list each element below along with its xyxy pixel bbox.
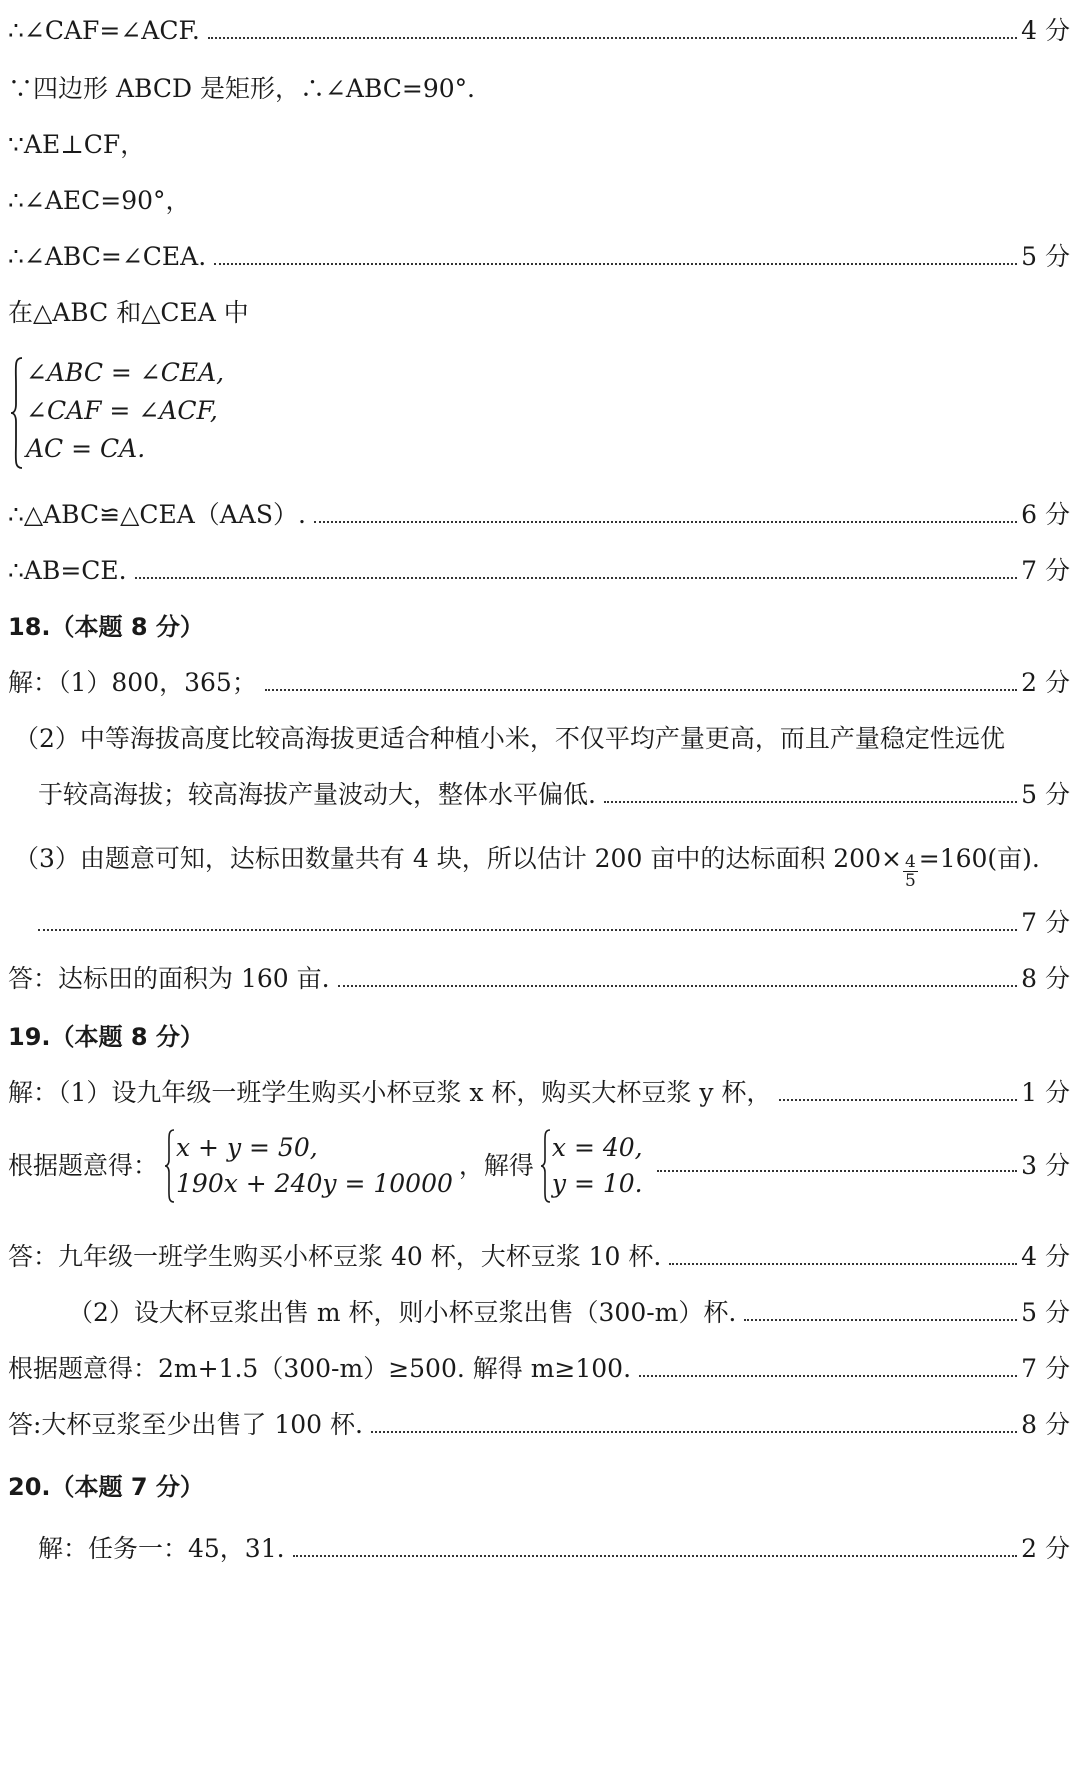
score-mark: 6 分 [1021, 500, 1070, 529]
line-aec-90 [8, 184, 1070, 218]
statement: ∴AB=CE. [8, 556, 127, 585]
statement: =160(亩). [918, 844, 1040, 873]
system-row: x = 40, [551, 1133, 643, 1162]
line-q19-setup [8, 1076, 1070, 1110]
line-q18-part2a [14, 722, 1070, 756]
score-mark: 7 分 [1021, 1354, 1070, 1383]
score-mark: 1 分 [1021, 1078, 1070, 1107]
line-q19-answer2 [8, 1408, 1070, 1442]
leader-dots [639, 1374, 1017, 1377]
score-mark: 5 分 [1021, 780, 1070, 809]
fraction [903, 853, 918, 890]
leader-dots [669, 1262, 1017, 1265]
score-mark: 2 分 [1021, 668, 1070, 697]
line-q19-answer1 [8, 1240, 1070, 1274]
statement: ∴∠CAF=∠ACF. [8, 16, 200, 45]
statement: ∵AE⊥CF， [8, 130, 146, 159]
system-row: y = 10. [551, 1169, 643, 1198]
statement: ∴∠AEC=90°， [8, 186, 191, 215]
leader-dots [779, 1098, 1017, 1101]
score-mark: 4 分 [1021, 16, 1070, 45]
system-row: x + y = 50, [176, 1133, 318, 1162]
line-q19-part2 [68, 1296, 1070, 1330]
line-q18-part1 [8, 666, 1070, 700]
score-mark: 7 分 [1021, 556, 1070, 585]
question-heading: 18.（本题 8 分） [8, 613, 204, 641]
leader-dots [265, 688, 1017, 691]
score-mark: 3 分 [1021, 1151, 1070, 1180]
score-mark: 8 分 [1021, 1410, 1070, 1439]
line-q18-answer [8, 962, 1070, 996]
line-q18-part3-score [38, 906, 1070, 940]
system-row: ∠ABC = ∠CEA, [26, 358, 225, 387]
score-mark: 5 分 [1021, 242, 1070, 271]
statement: 于较高海拔；较高海拔产量波动大，整体水平偏低. [38, 780, 596, 809]
equation-system-a [164, 1128, 453, 1204]
equation-system-congruence [10, 354, 224, 468]
fraction-denominator: 5 [904, 871, 916, 891]
statement: 在△ABC 和△CEA 中 [8, 298, 249, 327]
leader-dots [744, 1318, 1017, 1321]
leader-dots [314, 520, 1017, 523]
line-perpendicular [8, 128, 1070, 162]
question-heading: 20.（本题 7 分） [8, 1473, 204, 1501]
question-19-heading [8, 1020, 1070, 1054]
line-caf-acf [8, 14, 1070, 48]
score-mark: 8 分 [1021, 964, 1070, 993]
statement: ，解得 [458, 1151, 534, 1180]
question-18-heading [8, 610, 1070, 644]
statement: （3）由题意可知，达标田数量共有 4 块，所以估计 200 亩中的达标面积 200× [14, 844, 902, 873]
score-mark: 7 分 [1021, 908, 1070, 937]
leader-dots [135, 576, 1018, 579]
line-congruent [8, 498, 1070, 532]
leader-dots [604, 800, 1017, 803]
left-brace-icon [10, 356, 24, 470]
statement: 解：（1）设九年级一班学生购买小杯豆浆 x 杯，购买大杯豆浆 y 杯， [8, 1078, 772, 1107]
statement: 答：达标田的面积为 160 亩. [8, 964, 330, 993]
leader-dots [371, 1430, 1017, 1433]
leader-dots [293, 1554, 1018, 1557]
statement: 根据题意得：2m+1.5（300-m）≥500. 解得 m≥100. [8, 1354, 632, 1383]
statement: （2）中等海拔高度比较高海拔更适合种植小米，不仅平均产量更高，而且产量稳定性远优 [14, 724, 1005, 753]
equation-system-b [540, 1128, 643, 1204]
statement: 解：任务一：45，31. [38, 1534, 285, 1563]
statement: 解：（1）800，365； [8, 668, 257, 697]
score-mark: 4 分 [1021, 1242, 1070, 1271]
system-row: ∠CAF = ∠ACF, [26, 396, 218, 425]
line-ab-ce [8, 554, 1070, 588]
leader-dots [338, 984, 1018, 987]
leader-dots [38, 928, 1017, 931]
statement: 根据题意得： [8, 1151, 159, 1180]
line-q18-part3 [14, 842, 1070, 890]
statement: 答：九年级一班学生购买小杯豆浆 40 杯，大杯豆浆 10 杯. [8, 1242, 662, 1271]
line-q19-inequality [8, 1352, 1070, 1386]
left-brace-icon [164, 1128, 176, 1204]
line-q20-task1 [38, 1532, 1070, 1566]
fraction-numerator: 4 [904, 852, 916, 872]
line-q19-system [8, 1128, 1070, 1204]
line-q18-part2b [38, 778, 1070, 812]
line-in-triangles [8, 296, 1070, 330]
statement: ∴∠ABC=∠CEA. [8, 242, 207, 271]
score-mark: 2 分 [1021, 1534, 1070, 1563]
statement: ∴△ABC≌△CEA（AAS）. [8, 500, 306, 529]
leader-dots [214, 262, 1017, 265]
question-heading: 19.（本题 8 分） [8, 1023, 204, 1051]
line-rectangle [8, 72, 1070, 106]
question-20-heading [8, 1470, 1070, 1504]
leader-dots [208, 36, 1017, 39]
line-abc-cea [8, 240, 1070, 274]
system-row: 190x + 240y = 10000 [176, 1169, 453, 1198]
left-brace-icon [540, 1128, 552, 1204]
leader-dots [657, 1169, 1018, 1172]
score-mark: 5 分 [1021, 1298, 1070, 1327]
statement: ∵四边形 ABCD 是矩形，∴∠ABC=90°． [8, 74, 493, 103]
statement: 答:大杯豆浆至少出售了 100 杯. [8, 1410, 363, 1439]
statement: （2）设大杯豆浆出售 m 杯，则小杯豆浆出售（300-m）杯. [68, 1298, 737, 1327]
system-row: AC = CA. [26, 434, 146, 463]
